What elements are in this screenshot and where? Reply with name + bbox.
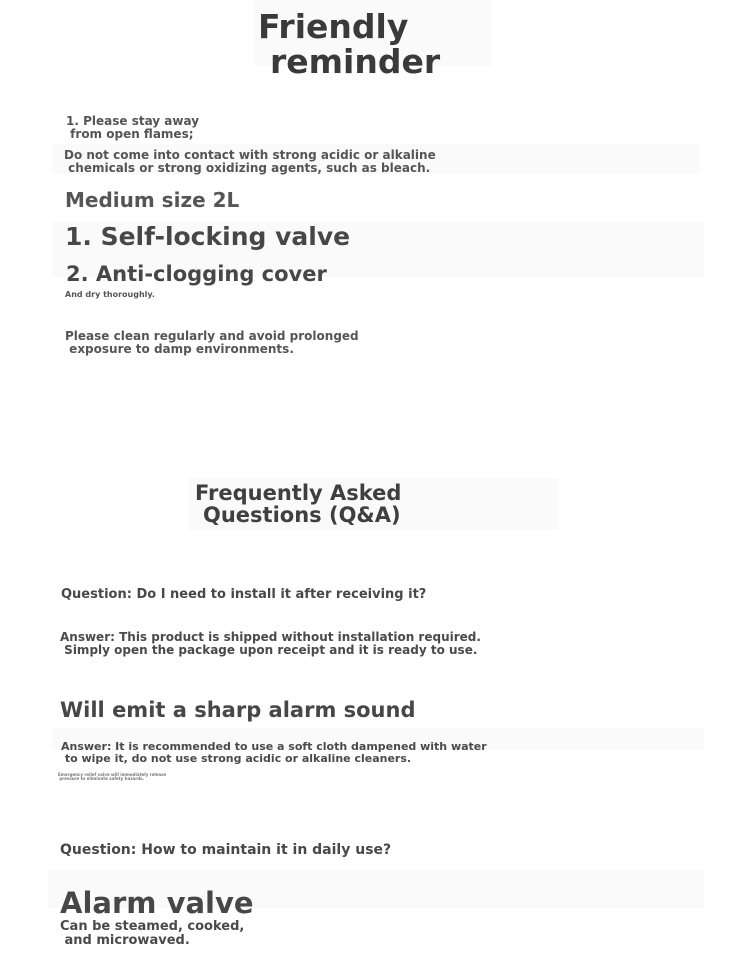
faq-question-install: Question: Do I need to install it after receiving it? [61, 587, 427, 602]
dry-note: And dry thoroughly. [65, 290, 155, 299]
faq-answer-cleaning: Answer: It is recommended to use a soft cloth dampened with water to wipe it, do not use strong acidic or alkaline cleaners. [61, 740, 487, 765]
reminder-title-line-2: reminder [270, 41, 441, 81]
reminder-title-line-1: Friendly [258, 7, 409, 46]
alarm-valve-heading: Alarm valve [60, 886, 254, 920]
reminder-item-flames: 1. Please stay away from open flames; [66, 114, 200, 141]
feature-anti-clogging-cover: 2. Anti-clogging cover [66, 262, 327, 286]
clean-note: Please clean regularly and avoid prolonged exposure to damp environments. [65, 329, 359, 356]
feature-self-locking-valve: 1. Self-locking valve [65, 222, 351, 251]
faq-title-line-1: Frequently Asked [195, 481, 402, 505]
faq-answer-install: Answer: This product is shipped without installation required. Simply open the package upon receipt and it is ready to use. [60, 630, 481, 657]
faq-question-maintain: Question: How to maintain it in daily use? [60, 842, 392, 858]
faq-title-line-2: Questions (Q&A) [203, 503, 401, 528]
reminder-item-chemicals: Do not come into contact with strong acidic or alkaline chemicals or strong oxidizing agents, such as bleach. [64, 148, 436, 175]
relief-valve-note: Emergency relief valve will immediately release pressure to eliminate safety hazards. [58, 772, 167, 782]
reminder-title [258, 7, 441, 81]
faq-answer-maintain: Can be steamed, cooked, and microwaved. [60, 919, 245, 948]
size-label: Medium size 2L [65, 188, 240, 212]
faq-title [195, 482, 401, 526]
alarm-heading: Will emit a sharp alarm sound [60, 698, 416, 722]
